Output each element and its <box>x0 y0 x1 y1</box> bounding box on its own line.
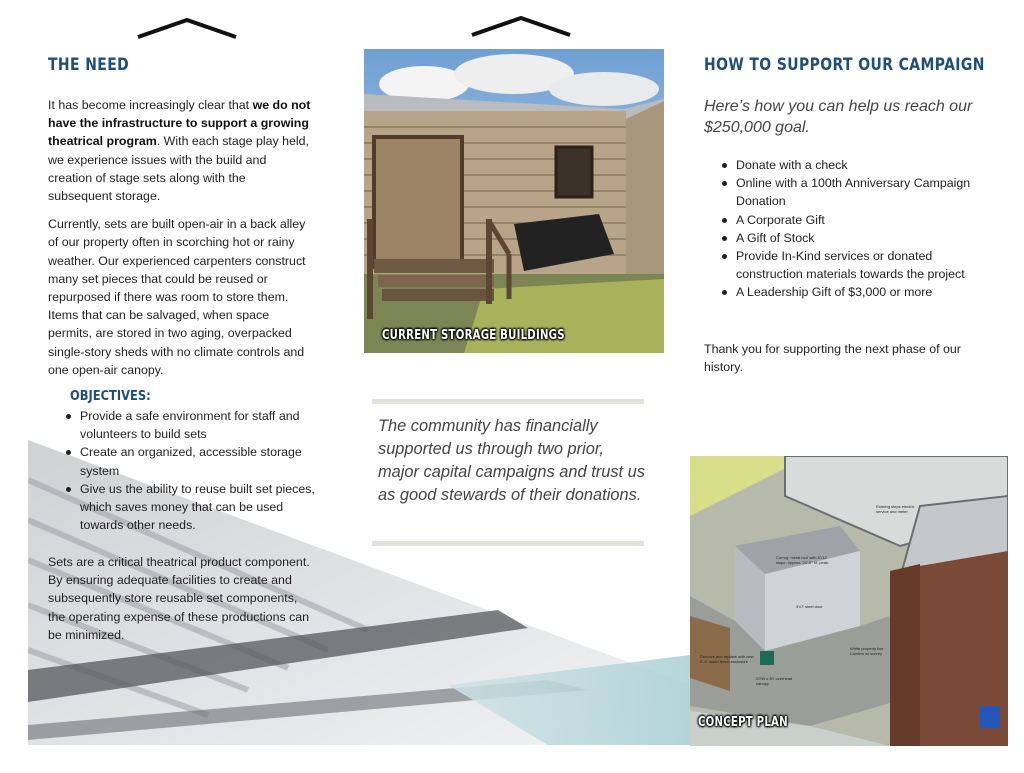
plan-label-property: White property line Confirm w/ survey <box>850 646 884 656</box>
quote-bottom-rule <box>372 541 644 546</box>
paragraph-text: . With each stage play held, we experience issues with the build and creation of stage sets along with the subsequent storage. <box>48 134 310 204</box>
list-item: A Gift of Stock <box>720 229 985 247</box>
community-quote: The community has financially supported us through two prior, major capital campaigns and trust us as good stewards of their donations. <box>378 417 645 504</box>
plan-caption: CONCEPT PLAN <box>698 715 788 730</box>
paragraph: Sets are a critical theatrical product component. By ensuring adequate facilities to create and subsequently store reusable set components, the operating expense of these productions can be minimized. <box>48 555 310 642</box>
plan-label-canopy: 20'W x 30' overhead canopy <box>756 676 793 686</box>
thank-you-text: Thank you for supporting the next phase of our history. <box>704 342 961 375</box>
list-item: A Leadership Gift of $3,000 or more <box>720 283 985 301</box>
list-item: Provide In-Kind services or donated construction materials towards the project <box>720 247 985 283</box>
the-need-body <box>48 96 312 389</box>
objectives-heading: OBJECTIVES: <box>70 388 151 404</box>
plan-label-roof: Corrug. metal roof with 6"/12 slope. Approx. 24'-6" ht. peak. <box>776 555 830 565</box>
list-item: Create an organized, accessible storage system <box>64 443 316 479</box>
list-item: Provide a safe environment for staff and volunteers to build sets <box>64 407 316 443</box>
paragraph-text: It has become increasingly clear that <box>48 98 253 112</box>
plan-label-fence: Remove and replace with new 8'-0" wood fence enclosure <box>700 654 754 664</box>
plan-label-existing: Existing steps electric service and meter <box>876 504 915 514</box>
support-heading: HOW TO SUPPORT OUR CAMPAIGN <box>704 55 985 75</box>
list-item: Online with a 100th Anniversary Campaign Donation <box>720 174 985 210</box>
emphasis-text: we do not have the infrastructure to support a growing theatrical program <box>48 98 311 149</box>
chevron-up-icon <box>136 16 238 40</box>
paragraph: Currently, sets are built open-air in a back alley of our property often in scorching hot or rainy weather. Our experienced carpenters construct many set pieces that could be reused or repurposed if there was room to store them. Items that can be salvaged, when space permits, are stored in two aging, overpacked single-story sheds with no climate controls and one open-air canopy. <box>48 217 306 377</box>
concept-plan-image <box>690 456 1008 746</box>
the-need-heading: THE NEED <box>48 55 130 75</box>
list-item: Give us the ability to reuse built set pieces, which saves money that can be used towards other needs. <box>64 480 316 535</box>
plan-label-door: 3'x7' steel door <box>796 604 823 609</box>
objectives-list <box>64 407 316 534</box>
photo-caption: CURRENT STORAGE BUILDINGS <box>382 328 565 343</box>
support-ways-list <box>720 156 985 302</box>
campaign-goal-intro: Here’s how you can help us reach our $250,000 goal. <box>704 98 973 136</box>
paragraph <box>48 96 312 205</box>
closing-paragraph <box>48 553 316 654</box>
list-item: Donate with a check <box>720 156 985 174</box>
list-item: A Corporate Gift <box>720 211 985 229</box>
storage-buildings-photo <box>364 49 664 353</box>
quote-top-rule <box>372 399 644 404</box>
chevron-up-icon <box>470 14 572 38</box>
